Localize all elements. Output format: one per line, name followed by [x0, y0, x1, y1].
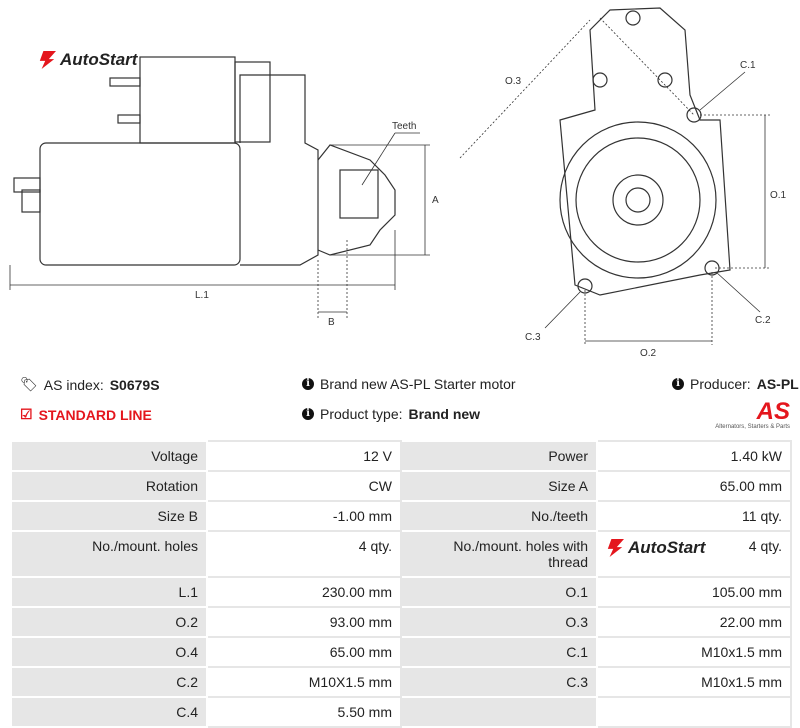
label-c3: C.3	[525, 332, 541, 343]
label-o2: O.2	[640, 348, 657, 359]
solenoid	[140, 57, 235, 143]
info-icon: i	[302, 378, 314, 390]
spec-label: No./mount. holes with thread	[401, 531, 597, 577]
spec-value: M10x1.5 mm	[597, 637, 791, 667]
spec-row	[11, 667, 791, 697]
technical-drawing	[0, 0, 800, 360]
spec-label: O.4	[11, 637, 207, 667]
standard-line: ☑ STANDARD LINE	[20, 406, 152, 423]
spec-label: Rotation	[11, 471, 207, 501]
label-l1: L.1	[195, 290, 209, 301]
spec-value: 230.00 mm	[207, 577, 401, 607]
tag-icon: 🏷	[20, 376, 38, 392]
description: i Brand new AS-PL Starter motor	[302, 376, 516, 392]
spec-value: 65.00 mm	[207, 637, 401, 667]
spec-value: 12 V	[207, 441, 401, 471]
spec-label: C.3	[401, 667, 597, 697]
spec-row	[11, 441, 791, 471]
as-pl-logo: AS Alternators, Starters & Parts	[715, 398, 790, 430]
bolt-icon	[606, 539, 624, 557]
spec-value: M10X1.5 mm	[207, 667, 401, 697]
spec-label: C.2	[11, 667, 207, 697]
motor-body	[40, 143, 240, 265]
spec-label: O.1	[401, 577, 597, 607]
spec-label: No./teeth	[401, 501, 597, 531]
spec-row	[11, 501, 791, 531]
spec-row	[11, 607, 791, 637]
spec-value: 5.50 mm	[207, 697, 401, 727]
autostart-watermark: AutoStart	[606, 538, 705, 558]
spec-label: Size B	[11, 501, 207, 531]
spec-value: 4 qty.	[597, 531, 791, 577]
label-a: A	[432, 195, 439, 206]
spec-row	[11, 471, 791, 501]
spec-row	[11, 697, 791, 727]
spec-value: CW	[207, 471, 401, 501]
spec-label	[401, 697, 597, 727]
spec-label: O.2	[11, 607, 207, 637]
spec-row	[11, 577, 791, 607]
spec-label: C.4	[11, 697, 207, 727]
product-type: i Product type: Brand new	[302, 406, 480, 422]
spec-label: O.3	[401, 607, 597, 637]
spec-label: L.1	[11, 577, 207, 607]
label-o3: O.3	[505, 76, 522, 87]
spec-value: 1.40 kW	[597, 441, 791, 471]
producer: i Producer: AS-PL	[672, 376, 799, 392]
spec-value: 93.00 mm	[207, 607, 401, 637]
info-icon: i	[672, 378, 684, 390]
specs-table	[10, 440, 792, 728]
spec-label: Voltage	[11, 441, 207, 471]
label-o1: O.1	[770, 190, 787, 201]
label-c2: C.2	[755, 315, 771, 326]
label-c1: C.1	[740, 60, 756, 71]
spec-value: M10x1.5 mm	[597, 667, 791, 697]
autostart-logo: AutoStart	[38, 50, 137, 70]
label-teeth: Teeth	[392, 121, 417, 132]
checkbox-icon: ☑	[20, 406, 33, 422]
as-index: 🏷 AS index: S0679S	[20, 376, 160, 393]
spec-value	[597, 697, 791, 727]
spec-label: Size A	[401, 471, 597, 501]
spec-value: 65.00 mm	[597, 471, 791, 501]
spec-row	[11, 637, 791, 667]
label-b: B	[328, 317, 335, 328]
spec-value: 22.00 mm	[597, 607, 791, 637]
spec-value: 4 qty.	[207, 531, 401, 577]
spec-value: 105.00 mm	[597, 577, 791, 607]
spec-label: C.1	[401, 637, 597, 667]
spec-label: Power	[401, 441, 597, 471]
spec-label: No./mount. holes	[11, 531, 207, 577]
spec-value: -1.00 mm	[207, 501, 401, 531]
info-icon: i	[302, 408, 314, 420]
spec-value: 11 qty.	[597, 501, 791, 531]
